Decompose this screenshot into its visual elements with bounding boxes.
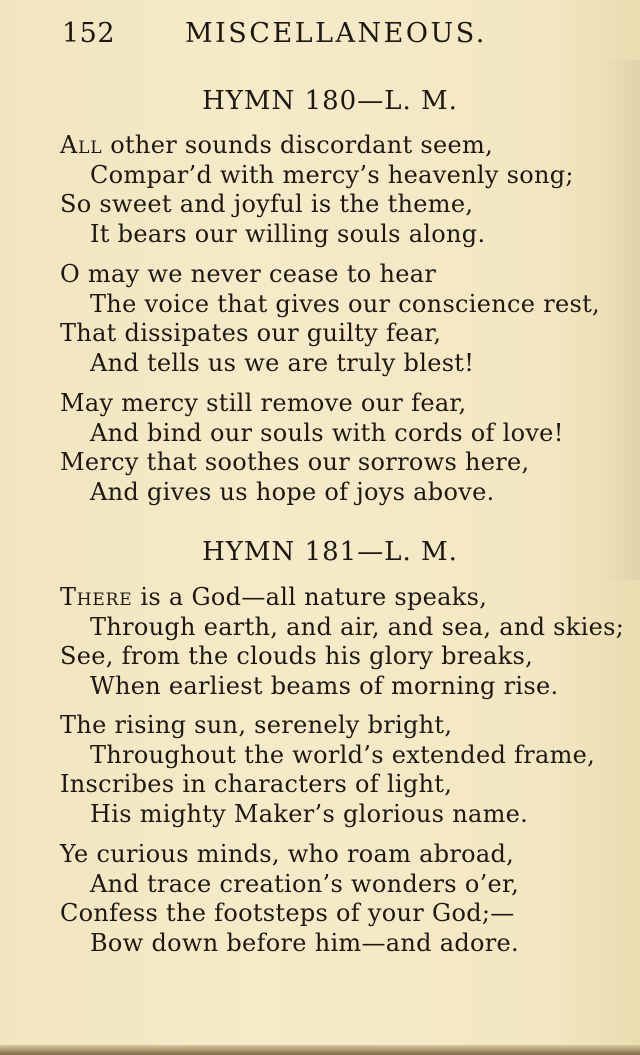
verse-line <box>60 583 630 613</box>
verse-line: Ye curious minds, who roam abroad, <box>60 840 515 868</box>
stanza <box>60 711 630 829</box>
stanza <box>60 389 630 507</box>
stanza <box>60 260 630 378</box>
verse-line: Confess the footsteps of your God;— <box>60 899 515 927</box>
verse-line: And tells us we are truly blest! <box>90 348 475 377</box>
verse-lead-word: There <box>60 583 133 611</box>
verse-line: Bow down before him—and adore. <box>90 928 519 957</box>
verse-line: So sweet and joyful is the theme, <box>60 190 474 218</box>
verse-line <box>60 131 630 161</box>
hymn-title: HYMN 181—L. M. <box>202 537 458 567</box>
verse-text: other sounds discordant seem, <box>102 131 494 159</box>
page-number: 152 <box>62 18 116 49</box>
verse-line: Throughout the world’s extended frame, <box>90 740 596 769</box>
stanza <box>60 131 630 249</box>
verse-line: The rising sun, serenely bright, <box>60 711 453 739</box>
verse-line: When earliest beams of morning rise. <box>90 671 559 700</box>
page-header <box>0 18 640 54</box>
verse-line: See, from the clouds his glory breaks, <box>60 642 534 670</box>
verse-line: His mighty Maker’s glorious name. <box>90 799 529 828</box>
verse-line: Compar’d with mercy’s heavenly song; <box>90 160 574 189</box>
verse-line: And gives us hope of joys above. <box>90 477 495 506</box>
hymn-title: HYMN 180—L. M. <box>202 86 458 116</box>
verse-line: It bears our willing souls along. <box>90 219 486 248</box>
verse-line: And trace creation’s wonders o’er, <box>90 869 520 898</box>
stanza <box>60 583 630 701</box>
verse-line: And bind our souls with cords of love! <box>90 418 564 447</box>
stanza <box>60 840 630 958</box>
verse-line: That dissipates our guilty fear, <box>60 319 442 347</box>
verse-line: Mercy that soothes our sorrows here, <box>60 448 530 476</box>
verse-lead-word: All <box>60 131 103 159</box>
verse-line: Inscribes in characters of light, <box>60 770 453 798</box>
running-head: MISCELLANEOUS. <box>185 18 487 49</box>
verse-line: Through earth, and air, and sea, and skies; <box>90 612 625 641</box>
verse-line: May mercy still remove our fear, <box>60 389 467 417</box>
verse-text: is a God—all nature speaks, <box>132 583 488 611</box>
verse-line: The voice that gives our conscience rest, <box>90 289 600 318</box>
verse-line: O may we never cease to hear <box>60 260 437 288</box>
page-bottom-edge <box>0 1045 640 1055</box>
